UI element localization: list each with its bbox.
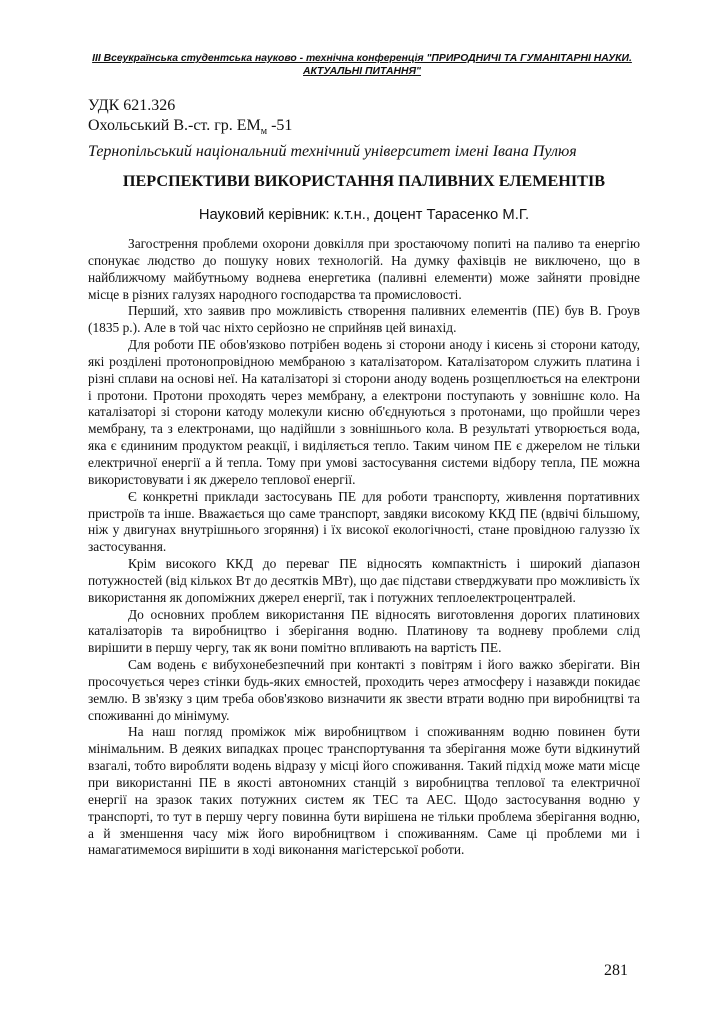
author-group-number: -51 — [267, 117, 293, 134]
body-paragraph: Для роботи ПЕ обов'язково потрібен водень зі сторони аноду і кисень зі сторони катоду, які розділені протонопровідною мембраною з каталізатором. Каталізатором служить платина і різні сплави на основі неї. На каталізаторі зі сторони аноду водень розщеплюється на електрони і протони. Протони проходять через мембрану, а електрони поступають у зовнішнє коло. На каталізаторі зі сторони катоду молекули кисню об'єднуються з протонами, що пройшли через мембрану, та з електронами, що надійшли з зовнішнього кола. В результаті утворюється вода, яка є єдининим продуктом реакції, і виділяється тепло. Таким чином ПЕ є джерелом не тільки електричної енергії а й тепла. Тому при умові застосування системи відбору тепла, ПЕ можна використовувати і як джерело теплової енергії. — [88, 337, 640, 487]
author-group-subscript: м — [260, 126, 268, 138]
author-line — [88, 116, 648, 142]
body-paragraph: До основних проблем використання ПЕ відносять виготовлення дорогих платинових каталізаторів та виробництво і зберігання водню. Платинову та водневу проблеми слід вирішити в першу чергу, так як вони помітно впливають на вартість ПЕ. — [88, 606, 640, 656]
article-title: ПЕРСПЕКТИВИ ВИКОРИСТАННЯ ПАЛИВНИХ ЕЛЕМЕНІТІВ — [122, 172, 606, 190]
conference-header-line-2: АКТУАЛЬНІ ПИТАННЯ" — [303, 66, 421, 77]
body-paragraph: Загострення проблеми охорони довкілля при зростаючому попиті на паливо та енергію спонукає людство до пошуку нових технологій. На думку фахівців не виключено, що в найближчому майбутньому воднева енергетика (паливні елементи) може зайняти провідне місце в різних галузях народного господарства та промисловості. — [88, 236, 640, 302]
conference-header — [70, 52, 654, 78]
article-body — [88, 236, 640, 859]
body-paragraph: На наш погляд проміжок між виробництвом і споживанням водню повинен бути мінімальним. В деяких випадках процес транспортування та зберігання може бути відкинутий взагалі, тобто виробляти водень відразу у місці його споживання. Такий підхід може мати місце при використанні ПЕ в якості автономних станцій з виробництва теплової та електричної енергії на зразок таких потужних систем як ТЕС та АЕС. Щодо застосування водню у транспорті, то тут в першу чергу повинна бути вирішена не тільки проблема зберігання водню, а й зменшення часу між його виробництвом і споживанням. Саме ці проблеми ми і намагатимемося вирішити в ході виконання магістерської роботи. — [88, 724, 640, 858]
body-paragraph: Крім високого ККД до переваг ПЕ відносять компактність і широкий діапазон потужностей (від кількох Вт до десятків МВт), що дає підстави стверджувати про можливість їх використання як допоміжних джерел енергії, так і потужних теплоелектроцентралей. — [88, 556, 640, 605]
body-paragraph: Є конкретні приклади застосувань ПЕ для роботи транспорту, живлення портативних пристроїв та інше. Вважається що саме транспорт, завдяки високому ККД ПЕ (вдвічі більшому, ніж у двигунах внутрішнього згоряння) і їх високої екологічності, стане провідною галуззю їх застосування. — [88, 488, 640, 555]
supervisor-line: Науковий керівник: к.т.н., доцент Тарасенко М.Г. — [198, 207, 530, 223]
conference-header-line-1: III Всеукраїнська студентська науково - технічна конференція "ПРИРОДНИЧІ ТА ГУМАНІТАРНІ НАУКИ. — [92, 53, 632, 64]
author-name: Охольський В.-ст. гр. ЕМ — [88, 117, 261, 134]
udk-code: УДК 621.326 — [88, 97, 176, 114]
page-number: 281 — [604, 962, 628, 979]
affiliation: Тернопільський національний технічний університет імені Івана Пулюя — [88, 143, 577, 161]
article-meta — [88, 96, 648, 162]
body-paragraph: Перший, хто заявив про можливість створення паливних елементів (ПЕ) був В. Гроув (1835 р.). Але в той час ніхто серйозно не сприйняв цей винахід. — [88, 303, 640, 336]
body-paragraph: Сам водень є вибухонебезпечний при контакті з повітрям і його важко зберігати. Він просочується через стінки будь-яких ємностей, проходить через атмосферу і назавжди покидає землю. В зв'язку з цим треба обов'язково визначити як звести втрати водню при виробництві та споживанні до мінімуму. — [88, 657, 640, 723]
